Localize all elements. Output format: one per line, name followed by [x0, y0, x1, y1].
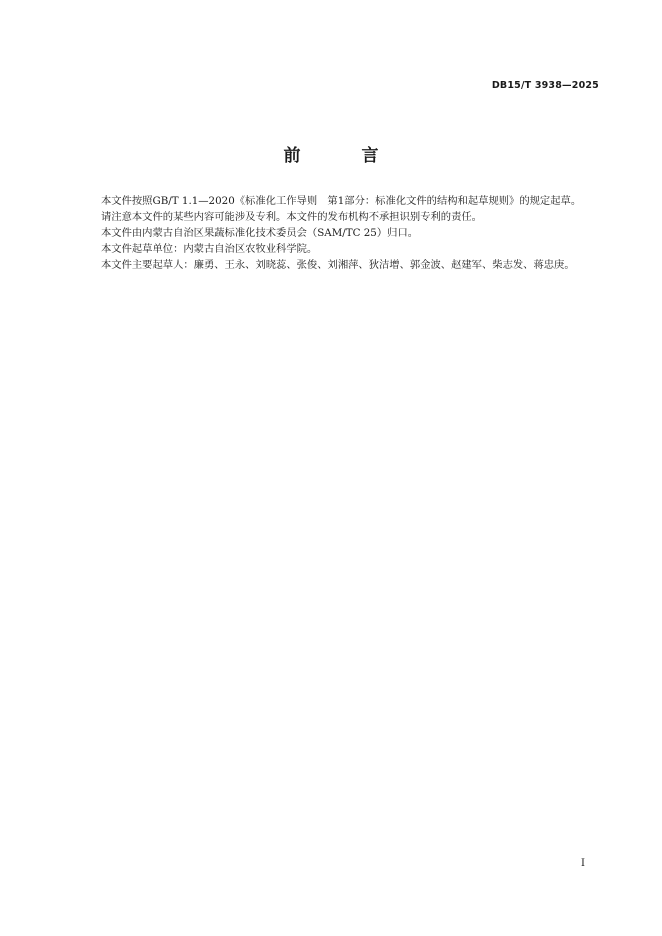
paragraph-drafting-unit: 本文件起草单位：内蒙古自治区农牧业科学院。 [101, 243, 318, 255]
document-code: DB15/T 3938—2025 [491, 80, 599, 91]
page-title: 前 言 [283, 146, 401, 166]
paragraph-committee: 本文件由内蒙古自治区果蔬标准化技术委员会（SAM/TC 25）归口。 [101, 227, 419, 239]
page-number: I [581, 858, 585, 869]
paragraph-drafters: 本文件主要起草人：廉勇、王永、刘晓蕊、张俊、刘湘萍、狄洁增、郭金波、赵建军、柴志发、蒋忠庚。 [101, 259, 575, 271]
paragraph-drafting-rules: 本文件按照GB/T 1.1—2020《标准化工作导则 第1部分：标准化文件的结构和起草规则》的规定起草。 [101, 195, 582, 207]
foreword-body [81, 193, 599, 273]
paragraph-patent-notice: 请注意本文件的某些内容可能涉及专利。本文件的发布机构不承担识别专利的责任。 [101, 211, 482, 223]
